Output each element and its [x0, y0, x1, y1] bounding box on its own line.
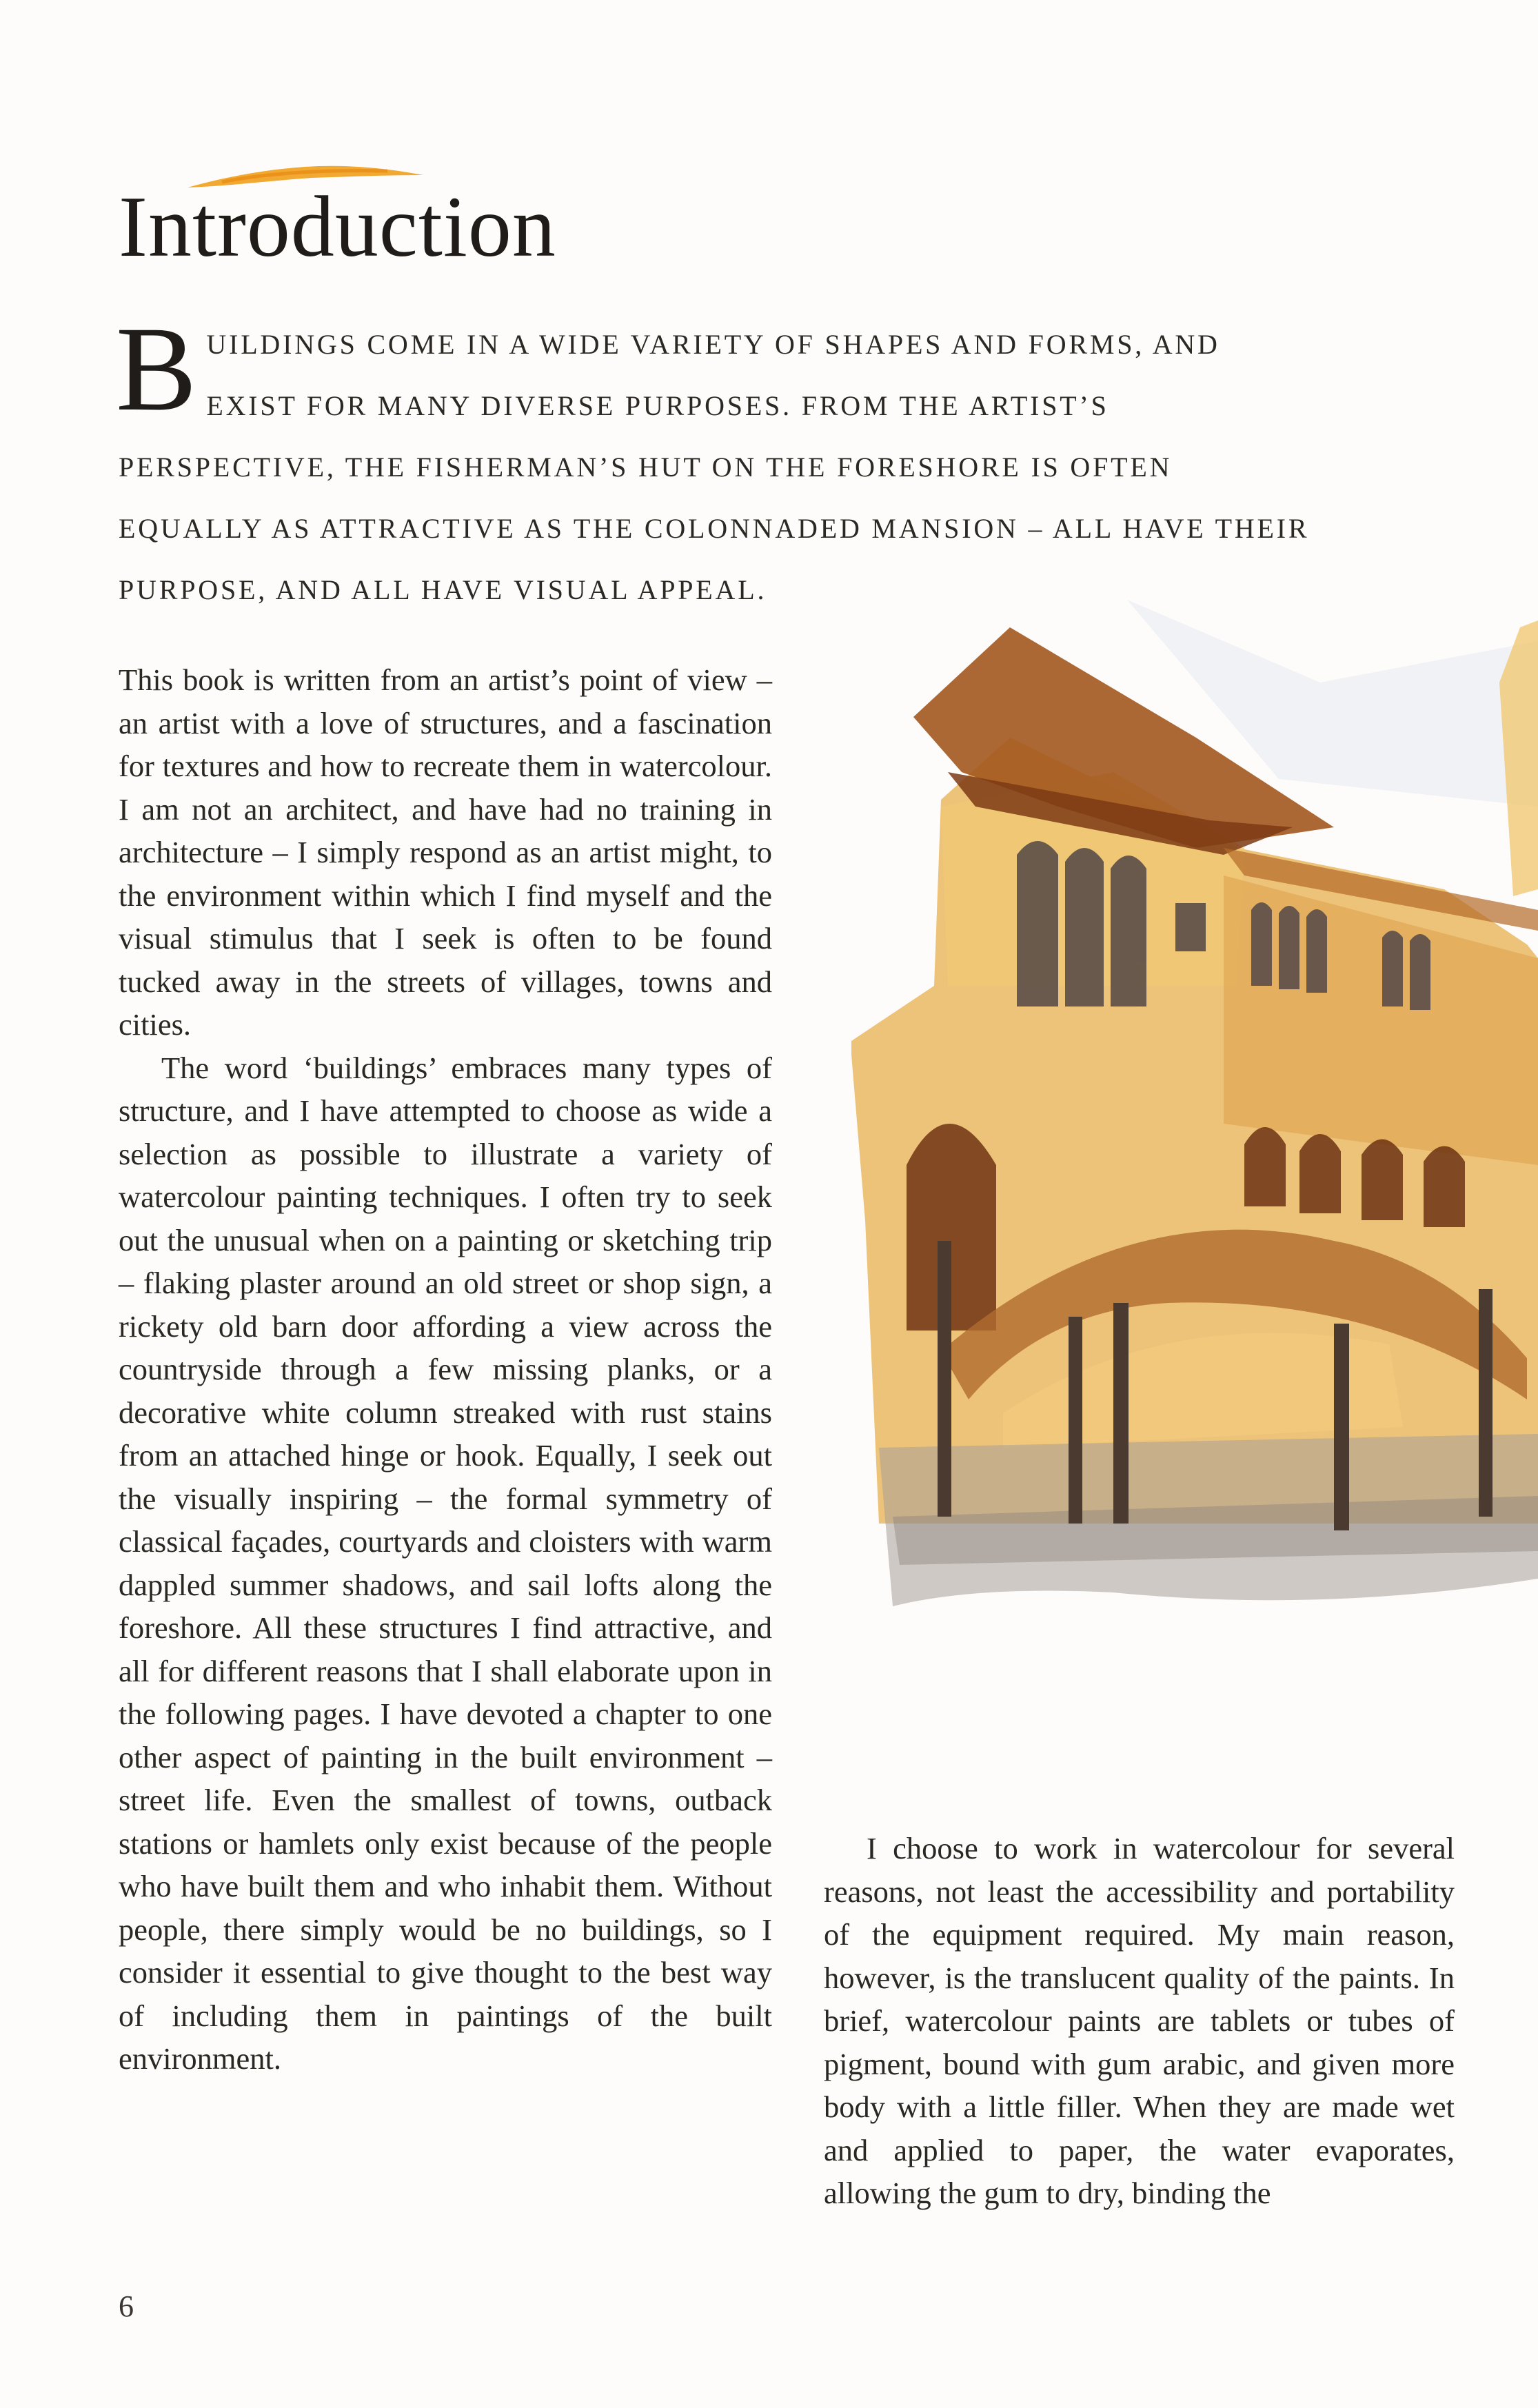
- left-column: [119, 658, 772, 2081]
- page-title: Introduction: [119, 179, 556, 275]
- paragraph: The word ‘buildings’ embraces many types of structure, and I have attempted to choose as wide a selection as possible to illustrate a variety of watercolour painting techniques. I often try to seek out the unusual when on a painting or sketching trip – flaking plaster around an old street or shop sign, a rickety old barn door affording a view across the countryside through a few missing planks, or a decorative white column streaked with rust stains from an attached hinge or hook. Equally, I seek out the visually inspiring – the formal symmetry of classical façades, courtyards and cloisters with warm dappled summer shadows, and sail lofts along the foreshore. All these structures I find attractive, and all for different reasons that I shall elaborate upon in the following pages. I have devoted a chapter to one other aspect of painting in the built environment – street life. Even the smallest of towns, outback stations or hamlets only exist because of the people who have built them and who inhabit them. Without people, there simply would be no buildings, so I consider it essential to give thought to the best way of including them in paintings of the built environment.: [119, 1050, 772, 2076]
- lead-paragraph: [116, 302, 1318, 620]
- lead-text: UILDINGS COME IN A WIDE VARIETY OF SHAPES AND FORMS, AND EXIST FOR MANY DIVERSE PURPOSES. FROM THE ARTIST’S PERSPECTIVE, THE FISHERMAN’S HUT ON THE FORESHORE IS OFTEN EQUALLY AS ATTRACTIVE AS THE COLONNADED MANSION – ALL HAVE THEIR PURPOSE, AND ALL HAVE VISUAL APPEAL.: [119, 329, 1310, 605]
- drop-cap: B: [116, 302, 197, 436]
- paragraph: I choose to work in watercolour for several reasons, not least the accessibility and portability of the equipment required. My main reason, however, is the translucent quality of the paints. In brief, watercolour paints are tablets or tubes of pigment, bound with gum arabic, and given more body with a little filler. When they are made wet and applied to paper, the water evaporates, allowing the gum to dry, binding the: [824, 1831, 1455, 2210]
- paragraph: This book is written from an artist’s point of view – an artist with a love of structures, and a fascination for textures and how to recreate them in watercolour. I am not an architect, and have had no training in architecture – I simply respond as an artist might, to the environment within which I find myself and the visual stimulus that I seek is often to be found tucked away in the streets of villages, towns and cities.: [119, 662, 772, 1042]
- watercolour-painting: [838, 600, 1538, 1772]
- page-number: 6: [119, 2289, 134, 2323]
- right-column: [824, 1827, 1455, 2215]
